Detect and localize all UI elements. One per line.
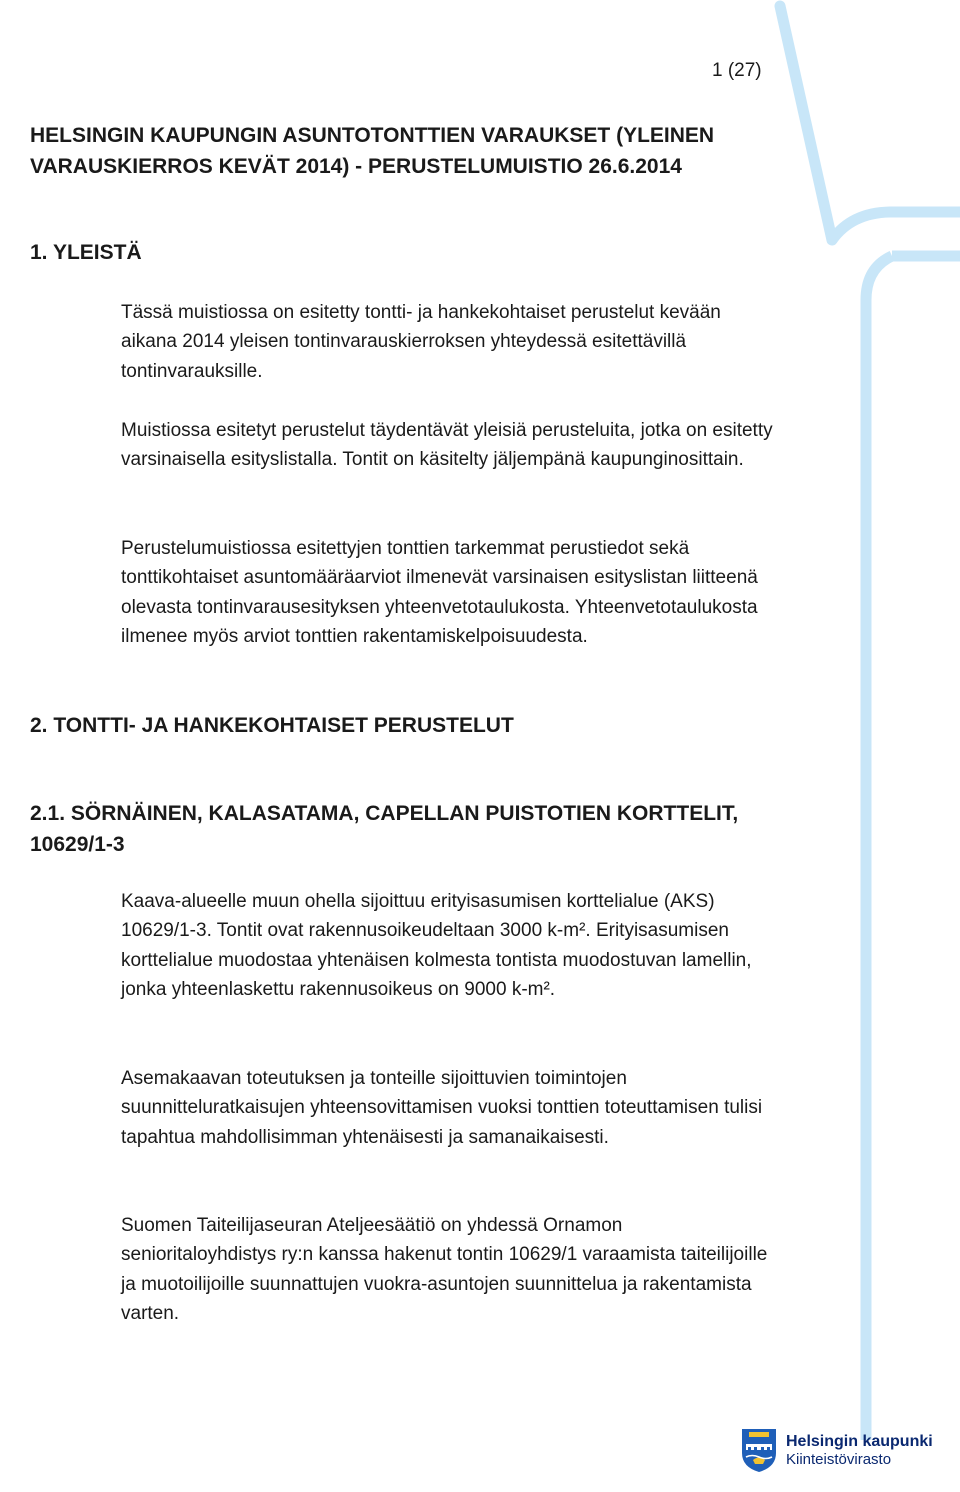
paragraph: Asemakaavan toteutuksen ja tonteille sijoittuvien toimintojen suunnitteluratkaisujen yhteensovittamisen vuoksi tonttien toteuttamisen tulisi tapahtua mahdollisimman yhtenäisesti ja samanaikaisesti. xyxy=(121,1068,763,1148)
subsection-heading-sornainen: 2.1. SÖRNÄINEN, KALASATAMA, CAPELLAN PUISTOTIEN KORTTELIT, 10629/1-3 xyxy=(30,802,739,856)
paragraph: Suomen Taiteilijaseuran Ateljeesäätiö on yhdessä Ornamon senioritaloyhdistys ry:n kanssa hakenut tontin 10629/1 varaamista taiteilijoille ja muotoilijoille suunnattujen vuokra-asuntojen suunnittelua ja rakentamista varten. xyxy=(121,1215,768,1325)
paragraph: Perustelumuistiossa esitettyjen tonttien tarkemmat perustiedot sekä tonttikohtaiset asuntomääräarviot ilmenevät varsinaisen esityslistan liitteenä olevasta tontinvarausesityksen yhteenvetotaulukosta. Yhteenvetotaulukosta ilmenee myös arviot tonttien rakentamiskelpoisuudesta. xyxy=(121,538,758,648)
page-number: 1 (27) xyxy=(712,60,762,81)
logo-city-name: Helsingin kaupunki xyxy=(786,1433,933,1450)
document-title xyxy=(30,120,770,182)
paragraph: Tässä muistiossa on esitetty tontti- ja hankekohtaiset perustelut kevään aikana 2014 yleisen tontinvarauskierroksen yhteydessä esitettävillä tontinvarauksille. xyxy=(121,302,721,382)
paragraph: Kaava-alueelle muun ohella sijoittuu erityisasumisen korttelialue (AKS) 10629/1-3. Tontit ovat rakennusoikeudeltaan 3000 k-m². Erityisasumisen korttelialue muodostaa yhtenäisen kolmesta tontista muodostuvan lamellin, jonka yhteenlaskettu rakennusoikeus on 9000 k-m². xyxy=(121,891,752,1001)
section-heading-plot-justifications: 2. TONTTI- JA HANKEKOHTAISET PERUSTELUT xyxy=(30,714,514,737)
document-title-line: HELSINGIN KAUPUNGIN ASUNTOTONTTIEN VARAUKSET (YLEINEN xyxy=(30,124,715,147)
helsinki-crest-icon xyxy=(740,1427,778,1473)
section-heading-general: 1. YLEISTÄ xyxy=(30,241,142,264)
document-title-line: VARAUSKIERROS KEVÄT 2014) - PERUSTELUMUISTIO 26.6.2014 xyxy=(30,155,682,178)
helsinki-logo xyxy=(740,1427,950,1477)
logo-department-name: Kiinteistövirasto xyxy=(786,1451,892,1468)
paragraph: Muistiossa esitetyt perustelut täydentävät yleisiä perusteluita, jotka on esitetty varsinaisella esityslistalla. Tontit on käsitelty jäljempänä kaupunginosittain. xyxy=(121,420,773,471)
